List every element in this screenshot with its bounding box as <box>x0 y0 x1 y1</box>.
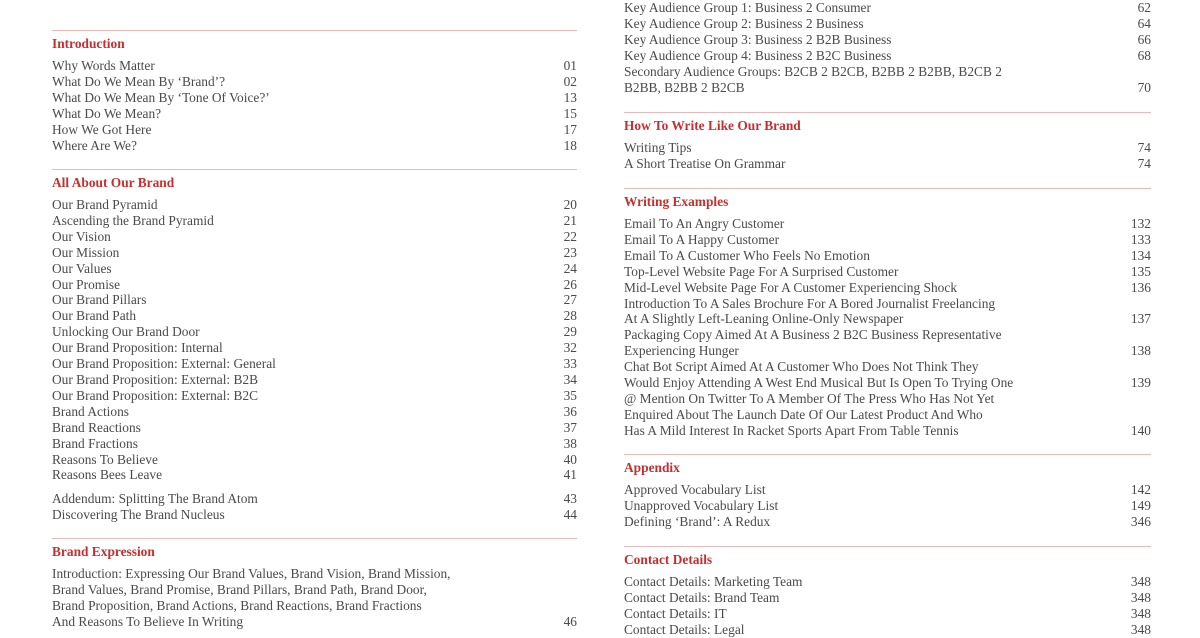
entry-page: 36 <box>563 403 577 419</box>
entry-page: 132 <box>1130 216 1151 231</box>
entry-page: 134 <box>1130 247 1151 263</box>
toc-section-audience-groups <box>624 0 1151 95</box>
entry-title: Ascending the Brand Pyramid <box>52 212 214 228</box>
toc-entry-list <box>52 58 577 153</box>
entry-title: Our Promise <box>52 276 121 292</box>
entry-title: Key Audience Group 4: Business 2 B2C Business <box>624 47 892 63</box>
toc-entry[interactable] <box>52 277 577 293</box>
toc-entry[interactable] <box>624 498 1151 514</box>
toc-entry[interactable] <box>52 404 577 420</box>
entry-page: 29 <box>563 324 577 340</box>
toc-entry[interactable] <box>624 216 1151 232</box>
toc-entry[interactable] <box>52 372 577 388</box>
entry-title-line: @ Mention On Twitter To A Member Of The Press Who Has Not Yet <box>624 390 995 406</box>
toc-entry[interactable] <box>52 324 577 340</box>
toc-entry[interactable] <box>624 0 1151 16</box>
section-heading: Contact Details <box>624 552 713 567</box>
entry-page: 15 <box>563 105 577 121</box>
entry-title-line: At A Slightly Left-Leaning Online-Only Newspaper <box>624 311 904 327</box>
entry-page: 62 <box>1137 0 1151 15</box>
entry-title: Discovering The Brand Nucleus <box>52 507 225 523</box>
section-divider <box>624 454 1151 455</box>
toc-entry[interactable] <box>52 452 577 468</box>
entry-title: Our Brand Proposition: External: B2B <box>52 371 259 387</box>
toc-entry[interactable] <box>52 420 577 436</box>
entry-page: 135 <box>1130 263 1151 279</box>
toc-entry[interactable] <box>624 156 1151 172</box>
toc-section-writing-examples <box>624 188 1151 439</box>
toc-section-introduction <box>52 30 577 153</box>
entry-page: 17 <box>563 121 577 137</box>
toc-entry-list <box>52 566 577 630</box>
toc-entry[interactable] <box>624 280 1151 296</box>
entry-page: 24 <box>563 260 577 276</box>
section-heading: Appendix <box>624 460 680 475</box>
entry-title: Email To A Happy Customer <box>624 231 780 247</box>
toc-entry[interactable] <box>624 232 1151 248</box>
entry-page: 348 <box>1130 574 1151 589</box>
toc-entry[interactable] <box>624 482 1151 498</box>
toc-entry[interactable] <box>52 261 577 277</box>
entry-title: A Short Treatise On Grammar <box>624 155 786 171</box>
toc-entry[interactable] <box>52 436 577 452</box>
entry-page: 23 <box>563 244 577 260</box>
entry-page: 28 <box>563 308 577 324</box>
section-divider <box>624 546 1151 547</box>
entry-title: Our Values <box>52 260 112 276</box>
entry-title: Contact Details: Legal <box>624 621 745 637</box>
toc-entry[interactable] <box>52 106 577 122</box>
toc-entry[interactable] <box>52 308 577 324</box>
toc-entry[interactable] <box>624 140 1151 156</box>
entry-title: Contact Details: Brand Team <box>624 589 780 605</box>
entry-page: 138 <box>1130 343 1151 359</box>
entry-title: Our Brand Proposition: External: B2C <box>52 387 259 403</box>
toc-entry-list <box>624 216 1151 439</box>
entry-title: Key Audience Group 3: Business 2 B2B Business <box>624 31 892 47</box>
toc-entry[interactable] <box>52 90 577 106</box>
section-heading: All About Our Brand <box>52 175 175 190</box>
entry-page: 18 <box>563 137 577 153</box>
entry-title-line: Would Enjoy Attending A West End Musical But Is Open To Trying One <box>624 375 1014 391</box>
toc-entry-list <box>624 482 1151 530</box>
toc-entry[interactable] <box>624 327 1151 359</box>
entry-page: 01 <box>563 58 577 73</box>
entry-page: 140 <box>1130 422 1151 438</box>
entry-page: 139 <box>1130 375 1151 391</box>
entry-title-line: Packaging Copy Aimed At A Business 2 B2C Business Representative <box>624 327 1002 343</box>
toc-entry[interactable] <box>52 491 577 507</box>
toc-entry[interactable] <box>624 64 1151 96</box>
section-heading: Introduction <box>52 36 125 51</box>
entry-page: 142 <box>1130 482 1151 497</box>
entry-page: 64 <box>1137 15 1151 31</box>
toc-section-how-to-write <box>624 112 1151 172</box>
section-divider <box>52 169 577 170</box>
toc-section-contact-details <box>624 546 1151 638</box>
entry-title: Mid-Level Website Page For A Customer Experiencing Shock <box>624 279 958 295</box>
toc-entry[interactable] <box>52 245 577 261</box>
entry-page: 348 <box>1130 589 1151 605</box>
toc-entry[interactable] <box>624 514 1151 530</box>
entry-page: 21 <box>563 212 577 228</box>
toc-entry[interactable] <box>624 16 1151 32</box>
toc-entry[interactable] <box>624 48 1151 64</box>
toc-entry[interactable] <box>52 138 577 154</box>
entry-page: 137 <box>1130 311 1151 327</box>
toc-entry-list <box>624 574 1151 638</box>
entry-title-line: Introduction To A Sales Brochure For A Bored Journalist Freelancing <box>624 295 996 311</box>
entry-title: What Do We Mean By ‘Tone Of Voice?’ <box>52 89 270 105</box>
entry-page: 32 <box>563 340 577 356</box>
entry-title: Contact Details: IT <box>624 605 727 621</box>
entry-page: 70 <box>1137 79 1151 95</box>
entry-title: Unapproved Vocabulary List <box>624 497 779 513</box>
entry-page: 136 <box>1130 279 1151 295</box>
entry-page: 66 <box>1137 31 1151 47</box>
entry-title: Defining ‘Brand’: A Redux <box>624 513 771 529</box>
entry-title: Our Brand Pyramid <box>52 197 158 212</box>
toc-entry[interactable] <box>52 566 577 630</box>
entry-page: 13 <box>563 89 577 105</box>
entry-page: 43 <box>563 491 577 507</box>
entry-page: 346 <box>1130 513 1151 529</box>
entry-page: 348 <box>1130 621 1151 637</box>
entry-title: Where Are We? <box>52 137 137 153</box>
toc-entry[interactable] <box>52 58 577 74</box>
entry-page: 33 <box>563 356 577 372</box>
entry-title: Unlocking Our Brand Door <box>52 324 200 340</box>
entry-title: Addendum: Splitting The Brand Atom <box>52 491 258 507</box>
entry-title: Our Brand Proposition: External: General <box>52 356 276 372</box>
entry-page: 46 <box>563 613 577 629</box>
toc-entry[interactable] <box>624 32 1151 48</box>
entry-page: 149 <box>1130 497 1151 513</box>
entry-page: 68 <box>1137 47 1151 63</box>
entry-title: Why Words Matter <box>52 58 155 73</box>
entry-page: 41 <box>563 467 577 483</box>
entry-page: 40 <box>563 451 577 467</box>
entry-page: 74 <box>1137 140 1151 155</box>
entry-page: 38 <box>563 435 577 451</box>
entry-title: Our Brand Path <box>52 308 137 324</box>
toc-entry[interactable] <box>52 340 577 356</box>
entry-title <box>624 327 1111 359</box>
toc-entry[interactable] <box>52 74 577 90</box>
entry-title: Reasons To Believe <box>52 451 158 467</box>
toc-entry[interactable] <box>52 507 577 523</box>
entry-title-line: Introduction: Expressing Our Brand Values, Brand Vision, Brand Mission, <box>52 566 451 581</box>
toc-entry-list <box>624 0 1151 95</box>
entry-title: Brand Reactions <box>52 419 141 435</box>
entry-title: Brand Actions <box>52 403 129 419</box>
entry-title: Top-Level Website Page For A Surprised Customer <box>624 263 899 279</box>
entry-title: Writing Tips <box>624 140 692 155</box>
entry-title: Our Mission <box>52 244 120 260</box>
entry-page: 133 <box>1130 231 1151 247</box>
entry-title-line: Experiencing Hunger <box>624 343 739 359</box>
entry-title: What Do We Mean By ‘Brand’? <box>52 73 226 89</box>
entry-title-line: Has A Mild Interest In Racket Sports Apart From Table Tennis <box>624 422 959 438</box>
entry-page: 35 <box>563 387 577 403</box>
entry-title: Key Audience Group 2: Business 2 Business <box>624 15 864 31</box>
toc-entry[interactable] <box>624 574 1151 590</box>
section-divider <box>52 30 577 31</box>
entry-title: Reasons Bees Leave <box>52 467 163 483</box>
section-divider <box>624 188 1151 189</box>
entry-title: Our Vision <box>52 228 111 244</box>
entry-page: 02 <box>563 73 577 89</box>
section-heading: How To Write Like Our Brand <box>624 118 801 133</box>
section-heading: Writing Examples <box>624 194 729 209</box>
entry-title: How We Got Here <box>52 121 152 137</box>
entry-title: Our Brand Pillars <box>52 292 147 308</box>
entry-title: Our Brand Proposition: Internal <box>52 340 223 356</box>
entry-page: 74 <box>1137 155 1151 171</box>
entry-page: 27 <box>563 292 577 308</box>
entry-title: Brand Fractions <box>52 435 138 451</box>
toc-entry[interactable] <box>624 248 1151 264</box>
entry-page: 44 <box>563 507 577 523</box>
toc-entry[interactable] <box>624 296 1151 328</box>
entry-title: Key Audience Group 1: Business 2 Consumer <box>624 0 871 15</box>
toc-entry[interactable] <box>52 467 577 483</box>
entry-page: 20 <box>563 197 577 212</box>
entry-title: Email To A Customer Who Feels No Emotion <box>624 247 870 263</box>
section-heading: Brand Expression <box>52 544 155 559</box>
toc-entry[interactable] <box>624 391 1151 439</box>
entry-title-line: Secondary Audience Groups: B2CB 2 B2CB, B2BB 2 B2BB, B2CB 2 <box>624 63 1002 79</box>
toc-section-all-about-our-brand <box>52 169 577 523</box>
toc-entry[interactable] <box>52 292 577 308</box>
entry-title: Approved Vocabulary List <box>624 482 766 497</box>
entry-page: 26 <box>563 276 577 292</box>
toc-entry-list <box>624 140 1151 172</box>
entry-page: 37 <box>563 419 577 435</box>
entry-title <box>624 391 1111 439</box>
entry-title-line: Brand Values, Brand Promise, Brand Pillars, Brand Path, Brand Door, <box>52 581 427 597</box>
entry-title-line: Brand Proposition, Brand Actions, Brand Reactions, Brand Fractions <box>52 597 422 613</box>
entry-title <box>624 64 1111 96</box>
toc-section-appendix <box>624 454 1151 530</box>
toc-entry[interactable] <box>52 356 577 372</box>
toc-entry[interactable] <box>624 590 1151 606</box>
entry-title: Contact Details: Marketing Team <box>624 574 803 589</box>
entry-title-line: B2BB, B2BB 2 B2CB <box>624 79 745 95</box>
toc-entry[interactable] <box>624 264 1151 280</box>
entry-title: What Do We Mean? <box>52 105 162 121</box>
toc-entry[interactable] <box>52 122 577 138</box>
entry-page: 22 <box>563 228 577 244</box>
entry-title-line: Enquired About The Launch Date Of Our Latest Product And Who <box>624 406 983 422</box>
entry-title <box>52 566 537 630</box>
toc-section-brand-expression <box>52 538 577 630</box>
entry-title: Email To An Angry Customer <box>624 216 785 231</box>
entry-title <box>624 359 1111 391</box>
entry-title <box>624 296 1111 328</box>
toc-entry[interactable] <box>52 229 577 245</box>
section-divider <box>624 112 1151 113</box>
entry-title-line: And Reasons To Believe In Writing <box>52 613 244 629</box>
toc-entry[interactable] <box>624 606 1151 622</box>
toc-entry[interactable] <box>52 213 577 229</box>
toc-entry[interactable] <box>52 388 577 404</box>
toc-entry[interactable] <box>624 359 1151 391</box>
section-divider <box>52 538 577 539</box>
toc-entry[interactable] <box>52 197 577 213</box>
entry-title-line: Chat Bot Script Aimed At A Customer Who Does Not Think They <box>624 359 979 375</box>
entry-page: 34 <box>563 371 577 387</box>
entry-page: 348 <box>1130 605 1151 621</box>
toc-entry-list <box>52 197 577 523</box>
